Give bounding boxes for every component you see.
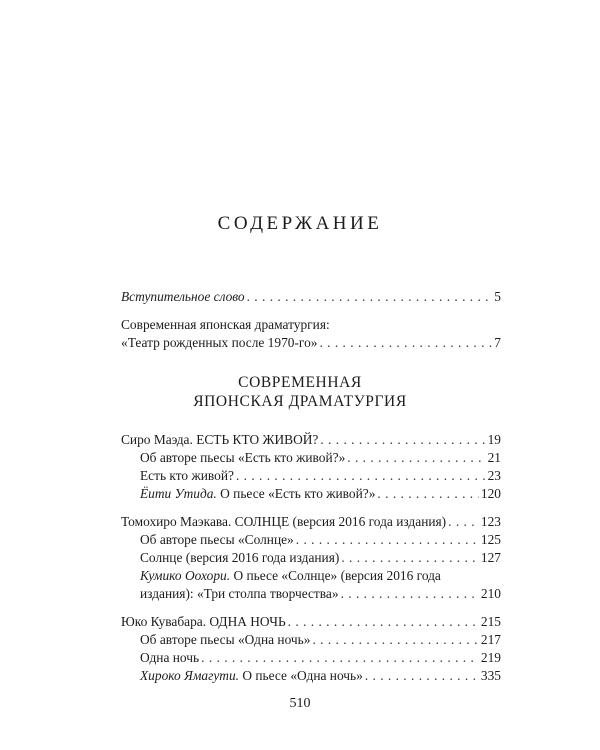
leader-dots xyxy=(347,449,485,467)
leader-dots xyxy=(201,649,479,667)
leader-dots xyxy=(341,585,479,603)
toc-page-number: 19 xyxy=(487,432,501,447)
leader-dots xyxy=(377,485,478,503)
toc-entry-sub xyxy=(140,449,501,467)
toc-entry-sub xyxy=(140,485,501,503)
toc-page-number: 7 xyxy=(494,335,501,350)
toc-entry-text: О пьесе «Одна ночь» xyxy=(239,668,363,683)
toc-entry-title: Юко Кувабара. ОДНА НОЧЬ xyxy=(121,614,286,629)
toc-entry-author: Ёити Утида. xyxy=(140,486,217,501)
contents-title: СОДЕРЖАНИЕ xyxy=(217,213,383,234)
toc-entry-title: Есть кто живой? xyxy=(140,468,234,483)
leader-dots xyxy=(288,613,479,631)
toc-entry-title: Об авторе пьесы «Одна ночь» xyxy=(140,632,311,647)
toc-entry-title: Одна ночь xyxy=(140,650,200,665)
toc-entry-line: Современная японская драматургия: xyxy=(121,317,330,332)
toc-entry-sub xyxy=(140,467,501,485)
leader-dots xyxy=(236,467,486,485)
leader-dots xyxy=(320,431,485,449)
toc-entry-title: Томохиро Маэкава. СОЛНЦЕ (версия 2016 года издания) xyxy=(121,514,447,529)
toc-page-number: 127 xyxy=(480,550,501,565)
toc-entry-title xyxy=(140,485,375,503)
leader-dots xyxy=(296,531,479,549)
toc-entry-title: Солнце (версия 2016 года издания) xyxy=(140,550,340,565)
toc-page-number: 21 xyxy=(487,450,501,465)
toc-entry-title xyxy=(140,667,363,685)
toc-entry-sub xyxy=(140,667,501,685)
toc-entry-title: издания): «Три столпа творчества» xyxy=(140,586,339,601)
toc-page-number: 123 xyxy=(480,514,501,529)
toc-entry-text: О пьесе «Солнце» (версия 2016 года xyxy=(230,568,441,583)
toc-entry-sub xyxy=(140,631,501,649)
toc-page-number: 219 xyxy=(480,650,501,665)
toc-page-number: 335 xyxy=(480,668,501,683)
toc-entry-line xyxy=(140,567,441,585)
toc-entry-author: Хироко Ямагути. xyxy=(140,668,239,683)
leader-dots xyxy=(365,667,479,685)
toc-entry-text: О пьесе «Есть кто живой?» xyxy=(216,486,376,501)
toc-page-number: 120 xyxy=(480,486,501,501)
toc-entry-sub xyxy=(140,585,501,603)
leader-dots xyxy=(319,334,492,352)
toc-page-number: 210 xyxy=(480,586,501,601)
toc-entry-main xyxy=(121,431,501,449)
toc-entry-intro xyxy=(121,288,501,306)
toc-entry-author: Кумико Оохори. xyxy=(140,568,231,583)
toc-entry-drama-intro xyxy=(121,334,501,352)
toc-entry-sub xyxy=(140,531,501,549)
toc-entry-title: Об авторе пьесы «Солнце» xyxy=(140,532,294,547)
toc-entry-title: Вступительное слово xyxy=(121,289,245,304)
toc-page-number: 5 xyxy=(494,289,501,304)
toc-page-number: 125 xyxy=(480,532,501,547)
leader-dots xyxy=(341,549,479,567)
toc-page-number: 215 xyxy=(480,614,501,629)
page-number-footer: 510 xyxy=(289,696,311,711)
toc-entry-title: Сиро Маэда. ЕСТЬ КТО ЖИВОЙ? xyxy=(121,432,319,447)
toc-page-number: 217 xyxy=(480,632,501,647)
leader-dots xyxy=(312,631,478,649)
toc-entry-title: «Театр рожденных после 1970-го» xyxy=(121,335,318,350)
toc-entry-sub xyxy=(140,549,501,567)
toc-page-number: 23 xyxy=(487,468,501,483)
leader-dots xyxy=(448,513,479,531)
leader-dots xyxy=(247,288,493,306)
section-heading-line1: СОВРЕМЕННАЯ xyxy=(238,374,362,391)
toc-entry-sub xyxy=(140,649,501,667)
section-heading-line2: ЯПОНСКАЯ ДРАМАТУРГИЯ xyxy=(193,393,407,410)
toc-entry-title: Об авторе пьесы «Есть кто живой?» xyxy=(140,450,346,465)
toc-entry-main xyxy=(121,513,501,531)
toc-entry-main xyxy=(121,613,501,631)
